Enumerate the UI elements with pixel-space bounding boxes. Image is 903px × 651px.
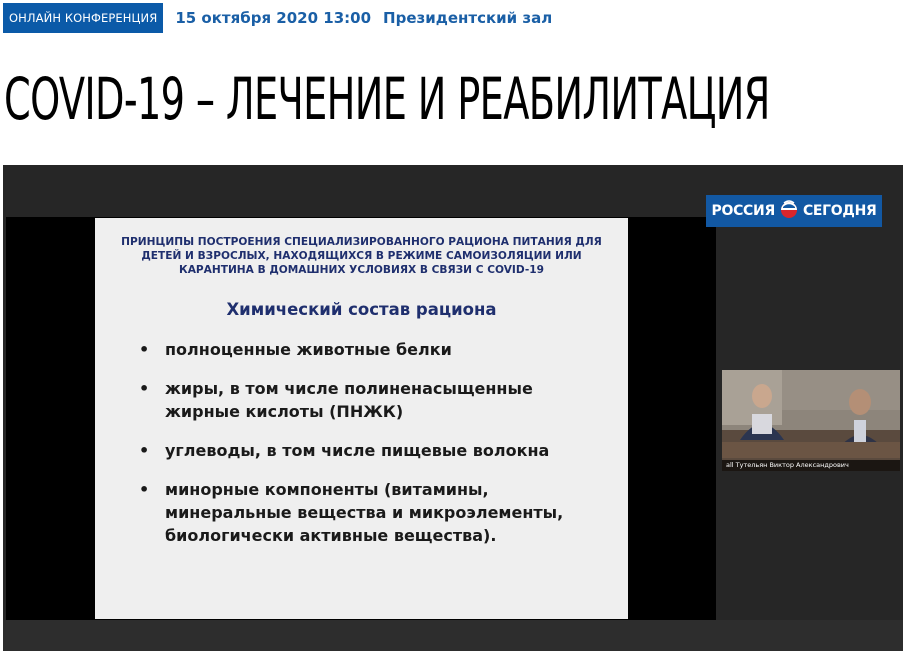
presentation-frame xyxy=(6,217,716,620)
event-info-row xyxy=(3,3,552,33)
slide-bullet: • минорные компоненты (витамины, минеральные вещества и микроэлементы, биологически активные вещества). xyxy=(139,478,609,547)
speaker-webcam xyxy=(722,370,900,471)
webcam-caption: all Тутельян Виктор Александрович xyxy=(722,460,900,471)
presentation-slide xyxy=(95,218,628,619)
logo-text-right: СЕГОДНЯ xyxy=(802,203,877,219)
event-datetime: 15 октября 2020 13:00 xyxy=(175,9,372,27)
slide-bullet: • полноценные животные белки xyxy=(139,338,609,361)
logo-text-left: РОССИЯ xyxy=(711,203,775,219)
rossiya-segodnya-logo xyxy=(706,195,882,227)
slide-heading: ПРИНЦИПЫ ПОСТРОЕНИЯ СПЕЦИАЛИЗИРОВАННОГО РАЦИОНА ПИТАНИЯ ДЛЯ ДЕТЕЙ И ВЗРОСЛЫХ, НАХОДЯЩИХСЯ В РЕЖИМЕ САМОИЗОЛЯЦИИ ИЛИ КАРАНТИНА В ДОМАШНИХ УСЛОВИЯХ В СВЯЗИ С COVID-19 xyxy=(121,236,602,276)
globe-emblem-icon xyxy=(778,199,800,223)
video-player[interactable] xyxy=(3,165,903,651)
webcam-image-icon xyxy=(722,370,900,471)
page-title: COVID-19 – ЛЕЧЕНИЕ И РЕАБИЛИТАЦИЯ xyxy=(4,65,770,133)
online-conference-badge[interactable]: ОНЛАЙН КОНФЕРЕНЦИЯ xyxy=(3,3,163,33)
video-bottom-bar xyxy=(3,620,903,651)
slide-bullet-list xyxy=(139,338,609,547)
slide-subtitle: Химический состав рациона xyxy=(226,300,497,319)
slide-bullet: • жиры, в том числе полиненасыщенные жирные кислоты (ПНЖК) xyxy=(139,377,609,423)
event-hall-link[interactable]: Президентский зал xyxy=(383,9,553,27)
slide-bullet: • углеводы, в том числе пищевые волокна xyxy=(139,439,609,462)
